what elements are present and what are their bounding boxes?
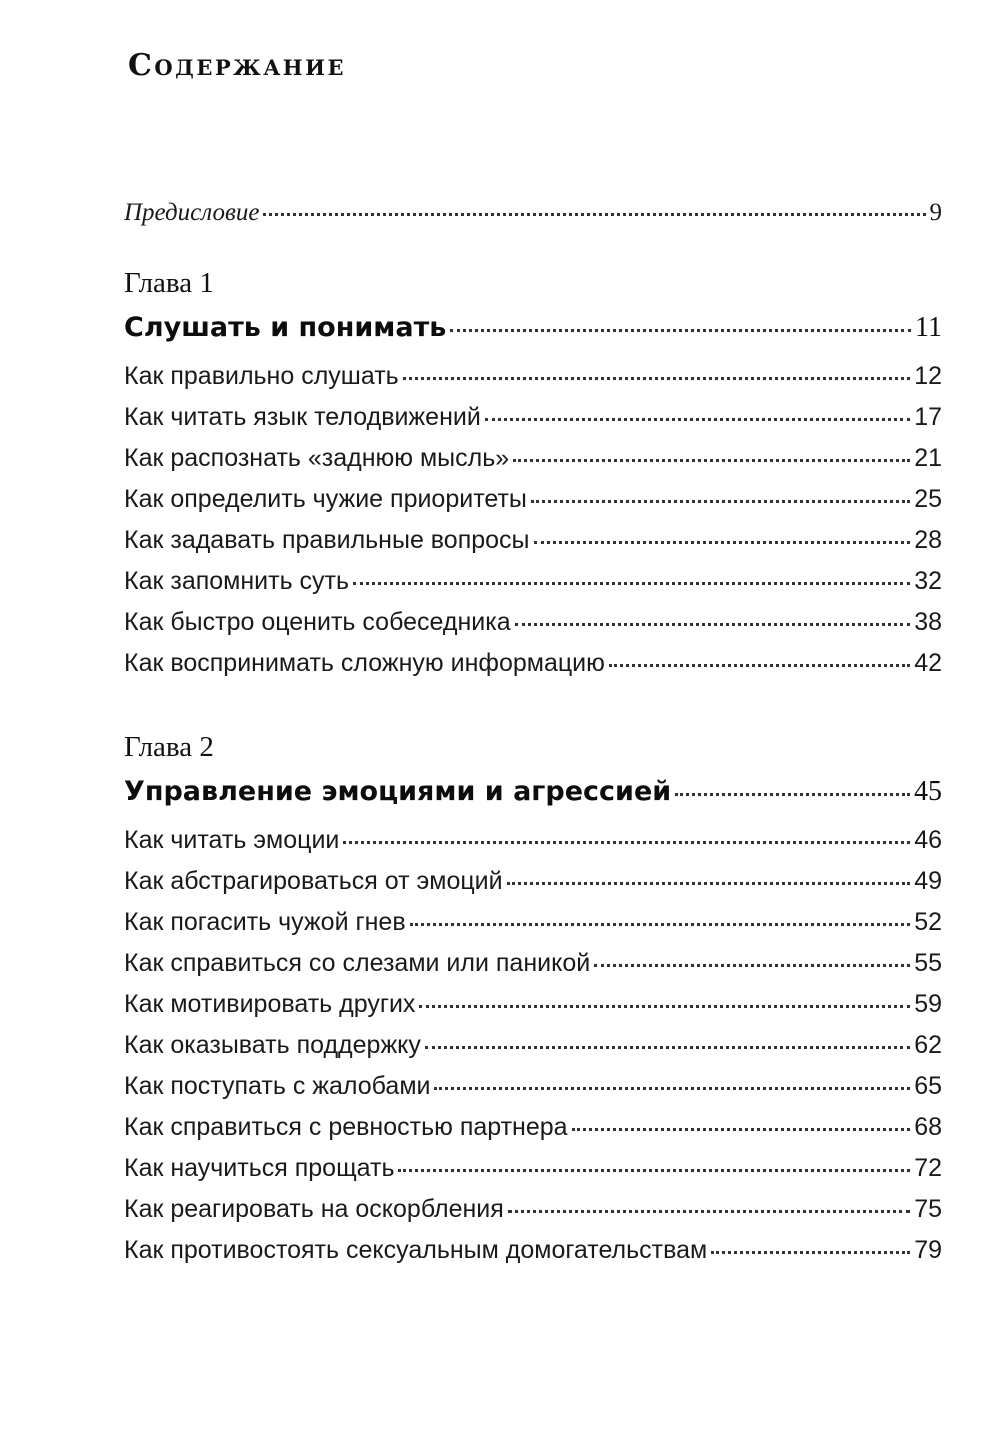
toc-entry-title: Как абстрагироваться от эмоций <box>124 867 503 895</box>
toc-entry[interactable] <box>124 820 942 861</box>
dot-leader <box>425 1046 910 1049</box>
dot-leader <box>515 623 911 626</box>
toc-entry[interactable] <box>124 1107 942 1148</box>
toc-entry-page: 62 <box>914 1031 942 1059</box>
toc-entry[interactable] <box>124 1148 942 1189</box>
toc-entry-title: Как справиться со слезами или паникой <box>124 949 591 977</box>
toc-entry[interactable] <box>124 561 942 602</box>
toc-entry[interactable] <box>124 861 942 902</box>
toc-entry-title: Как правильно слушать <box>124 362 399 390</box>
toc-entry-page: 72 <box>914 1154 942 1182</box>
dot-leader <box>572 1128 911 1131</box>
toc-entry[interactable] <box>124 643 942 684</box>
toc-entry-page: 9 <box>929 199 942 226</box>
dot-leader <box>711 1251 910 1254</box>
toc-entry[interactable] <box>124 1025 942 1066</box>
toc-entry-page: 11 <box>915 312 942 343</box>
toc-entry-page: 32 <box>914 567 942 595</box>
toc-chapter-title[interactable] <box>124 304 942 352</box>
page-title: Содержание <box>128 48 346 83</box>
toc-entry[interactable] <box>124 984 942 1025</box>
toc-entry[interactable] <box>124 438 942 479</box>
toc-entry-title: Как реагировать на оскорбления <box>124 1195 504 1223</box>
toc-entry-page: 68 <box>914 1113 942 1141</box>
toc-entry-title: Предисловие <box>124 199 260 226</box>
toc-entry[interactable] <box>124 479 942 520</box>
toc-entry[interactable] <box>124 902 942 943</box>
toc-entry-preface[interactable] <box>124 188 942 238</box>
toc-entry-page: 75 <box>914 1195 942 1223</box>
toc-entry[interactable] <box>124 397 942 438</box>
dot-leader <box>410 923 911 926</box>
toc-entry-page: 21 <box>914 444 942 472</box>
dot-leader <box>531 500 910 503</box>
toc-entry-title: Как воспринимать сложную информацию <box>124 649 605 677</box>
toc-entry-page: 17 <box>914 403 942 431</box>
toc-entry-page: 49 <box>914 867 942 895</box>
toc-entry-title: Как научиться прощать <box>124 1154 395 1182</box>
dot-leader <box>398 1169 910 1172</box>
toc-entry-title: Как поступать с жалобами <box>124 1072 431 1100</box>
dot-leader <box>594 964 910 967</box>
toc-entry-title: Как читать язык телодвижений <box>124 403 481 431</box>
toc-entry-page: 55 <box>914 949 942 977</box>
dot-leader <box>403 377 911 380</box>
toc-entry-title: Как распознать «заднюю мысль» <box>124 444 510 472</box>
toc-entry-page: 79 <box>914 1236 942 1264</box>
dot-leader <box>485 418 910 421</box>
toc-entry-title: Как читать эмоции <box>124 826 340 854</box>
toc-entry-page: 45 <box>914 776 942 807</box>
toc-entry[interactable] <box>124 1189 942 1230</box>
toc-entry[interactable] <box>124 520 942 561</box>
toc-entry[interactable] <box>124 943 942 984</box>
toc-entry-title: Как запомнить суть <box>124 567 350 595</box>
chapter-1-entries <box>124 356 942 684</box>
toc-entry-page: 46 <box>914 826 942 854</box>
table-of-contents <box>124 188 942 1271</box>
toc-chapter-title[interactable] <box>124 768 942 816</box>
toc-entry-page: 52 <box>914 908 942 936</box>
dot-leader <box>434 1087 910 1090</box>
dot-leader <box>534 541 911 544</box>
chapter-label: Глава 1 <box>124 267 214 299</box>
dot-leader <box>513 459 910 462</box>
toc-entry[interactable] <box>124 602 942 643</box>
dot-leader <box>419 1005 910 1008</box>
dot-leader <box>343 841 910 844</box>
toc-entry-title: Как мотивировать других <box>124 990 416 1018</box>
dot-leader <box>675 793 910 796</box>
toc-entry-page: 12 <box>914 362 942 390</box>
toc-entry-title: Как справиться с ревностью партнера <box>124 1113 568 1141</box>
dot-leader <box>263 213 925 216</box>
toc-entry-title: Как задавать правильные вопросы <box>124 526 530 554</box>
toc-entry[interactable] <box>124 1066 942 1107</box>
toc-entry-title: Управление эмоциями и агрессией <box>124 776 672 807</box>
toc-entry-page: 38 <box>914 608 942 636</box>
chapter-2-entries <box>124 820 942 1271</box>
toc-entry[interactable] <box>124 356 942 397</box>
toc-entry-title: Слушать и понимать <box>124 312 447 343</box>
dot-leader <box>450 329 911 332</box>
toc-entry-page: 28 <box>914 526 942 554</box>
toc-entry-title: Как быстро оценить собеседника <box>124 608 511 636</box>
toc-entry-page: 42 <box>914 649 942 677</box>
toc-entry-title: Как оказывать поддержку <box>124 1031 421 1059</box>
toc-entry-title: Как противостоять сексуальным домогательствам <box>124 1236 708 1264</box>
dot-leader <box>507 882 911 885</box>
toc-entry-title: Как погасить чужой гнев <box>124 908 406 936</box>
toc-entry-page: 25 <box>914 485 942 513</box>
dot-leader <box>609 664 910 667</box>
toc-entry-title: Как определить чужие приоритеты <box>124 485 527 513</box>
dot-leader <box>508 1210 910 1213</box>
chapter-label: Глава 2 <box>124 731 214 763</box>
toc-entry[interactable] <box>124 1230 942 1271</box>
toc-entry-page: 65 <box>914 1072 942 1100</box>
dot-leader <box>353 582 910 585</box>
toc-entry-page: 59 <box>914 990 942 1018</box>
